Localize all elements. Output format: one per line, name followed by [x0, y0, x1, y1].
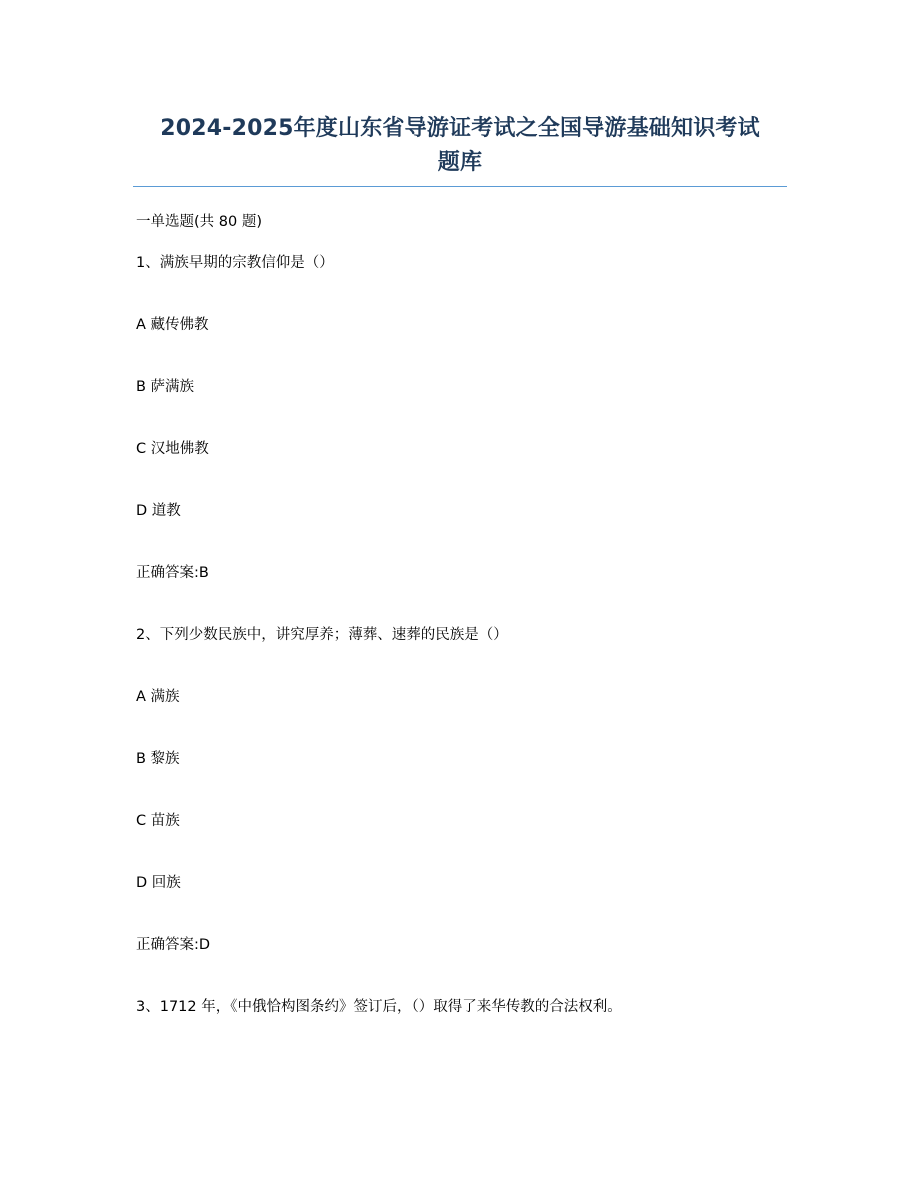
title-line-2: 题库	[437, 150, 483, 175]
question-2-stem: 2、下列少数民族中，讲究厚养；薄葬、速葬的民族是（）	[136, 627, 508, 643]
question-3-stem: 3、1712 年，《中俄恰构图条约》签订后，（）取得了来华传教的合法权利。	[136, 999, 622, 1015]
section-heading: 一单选题(共 80 题)	[136, 214, 262, 230]
question-1-stem: 1、满族早期的宗教信仰是（）	[136, 255, 334, 271]
question-2-option-a: A 满族	[136, 689, 180, 705]
question-1-answer: 正确答案:B	[136, 565, 209, 581]
question-2-option-b: B 黎族	[136, 751, 180, 767]
question-2-answer: 正确答案:D	[136, 937, 211, 953]
question-2-option-c: C 苗族	[136, 813, 180, 829]
question-1-option-c: C 汉地佛教	[136, 441, 209, 457]
question-1-option-d: D 道教	[136, 503, 181, 519]
question-1-option-b: B 萨满族	[136, 379, 195, 395]
question-2-option-d: D 回族	[136, 875, 181, 891]
title-line-1: 2024-2025年度山东省导游证考试之全国导游基础知识考试	[160, 116, 760, 141]
question-1-option-a: A 藏传佛教	[136, 317, 209, 333]
title-divider	[133, 186, 787, 187]
document-title	[133, 112, 787, 180]
